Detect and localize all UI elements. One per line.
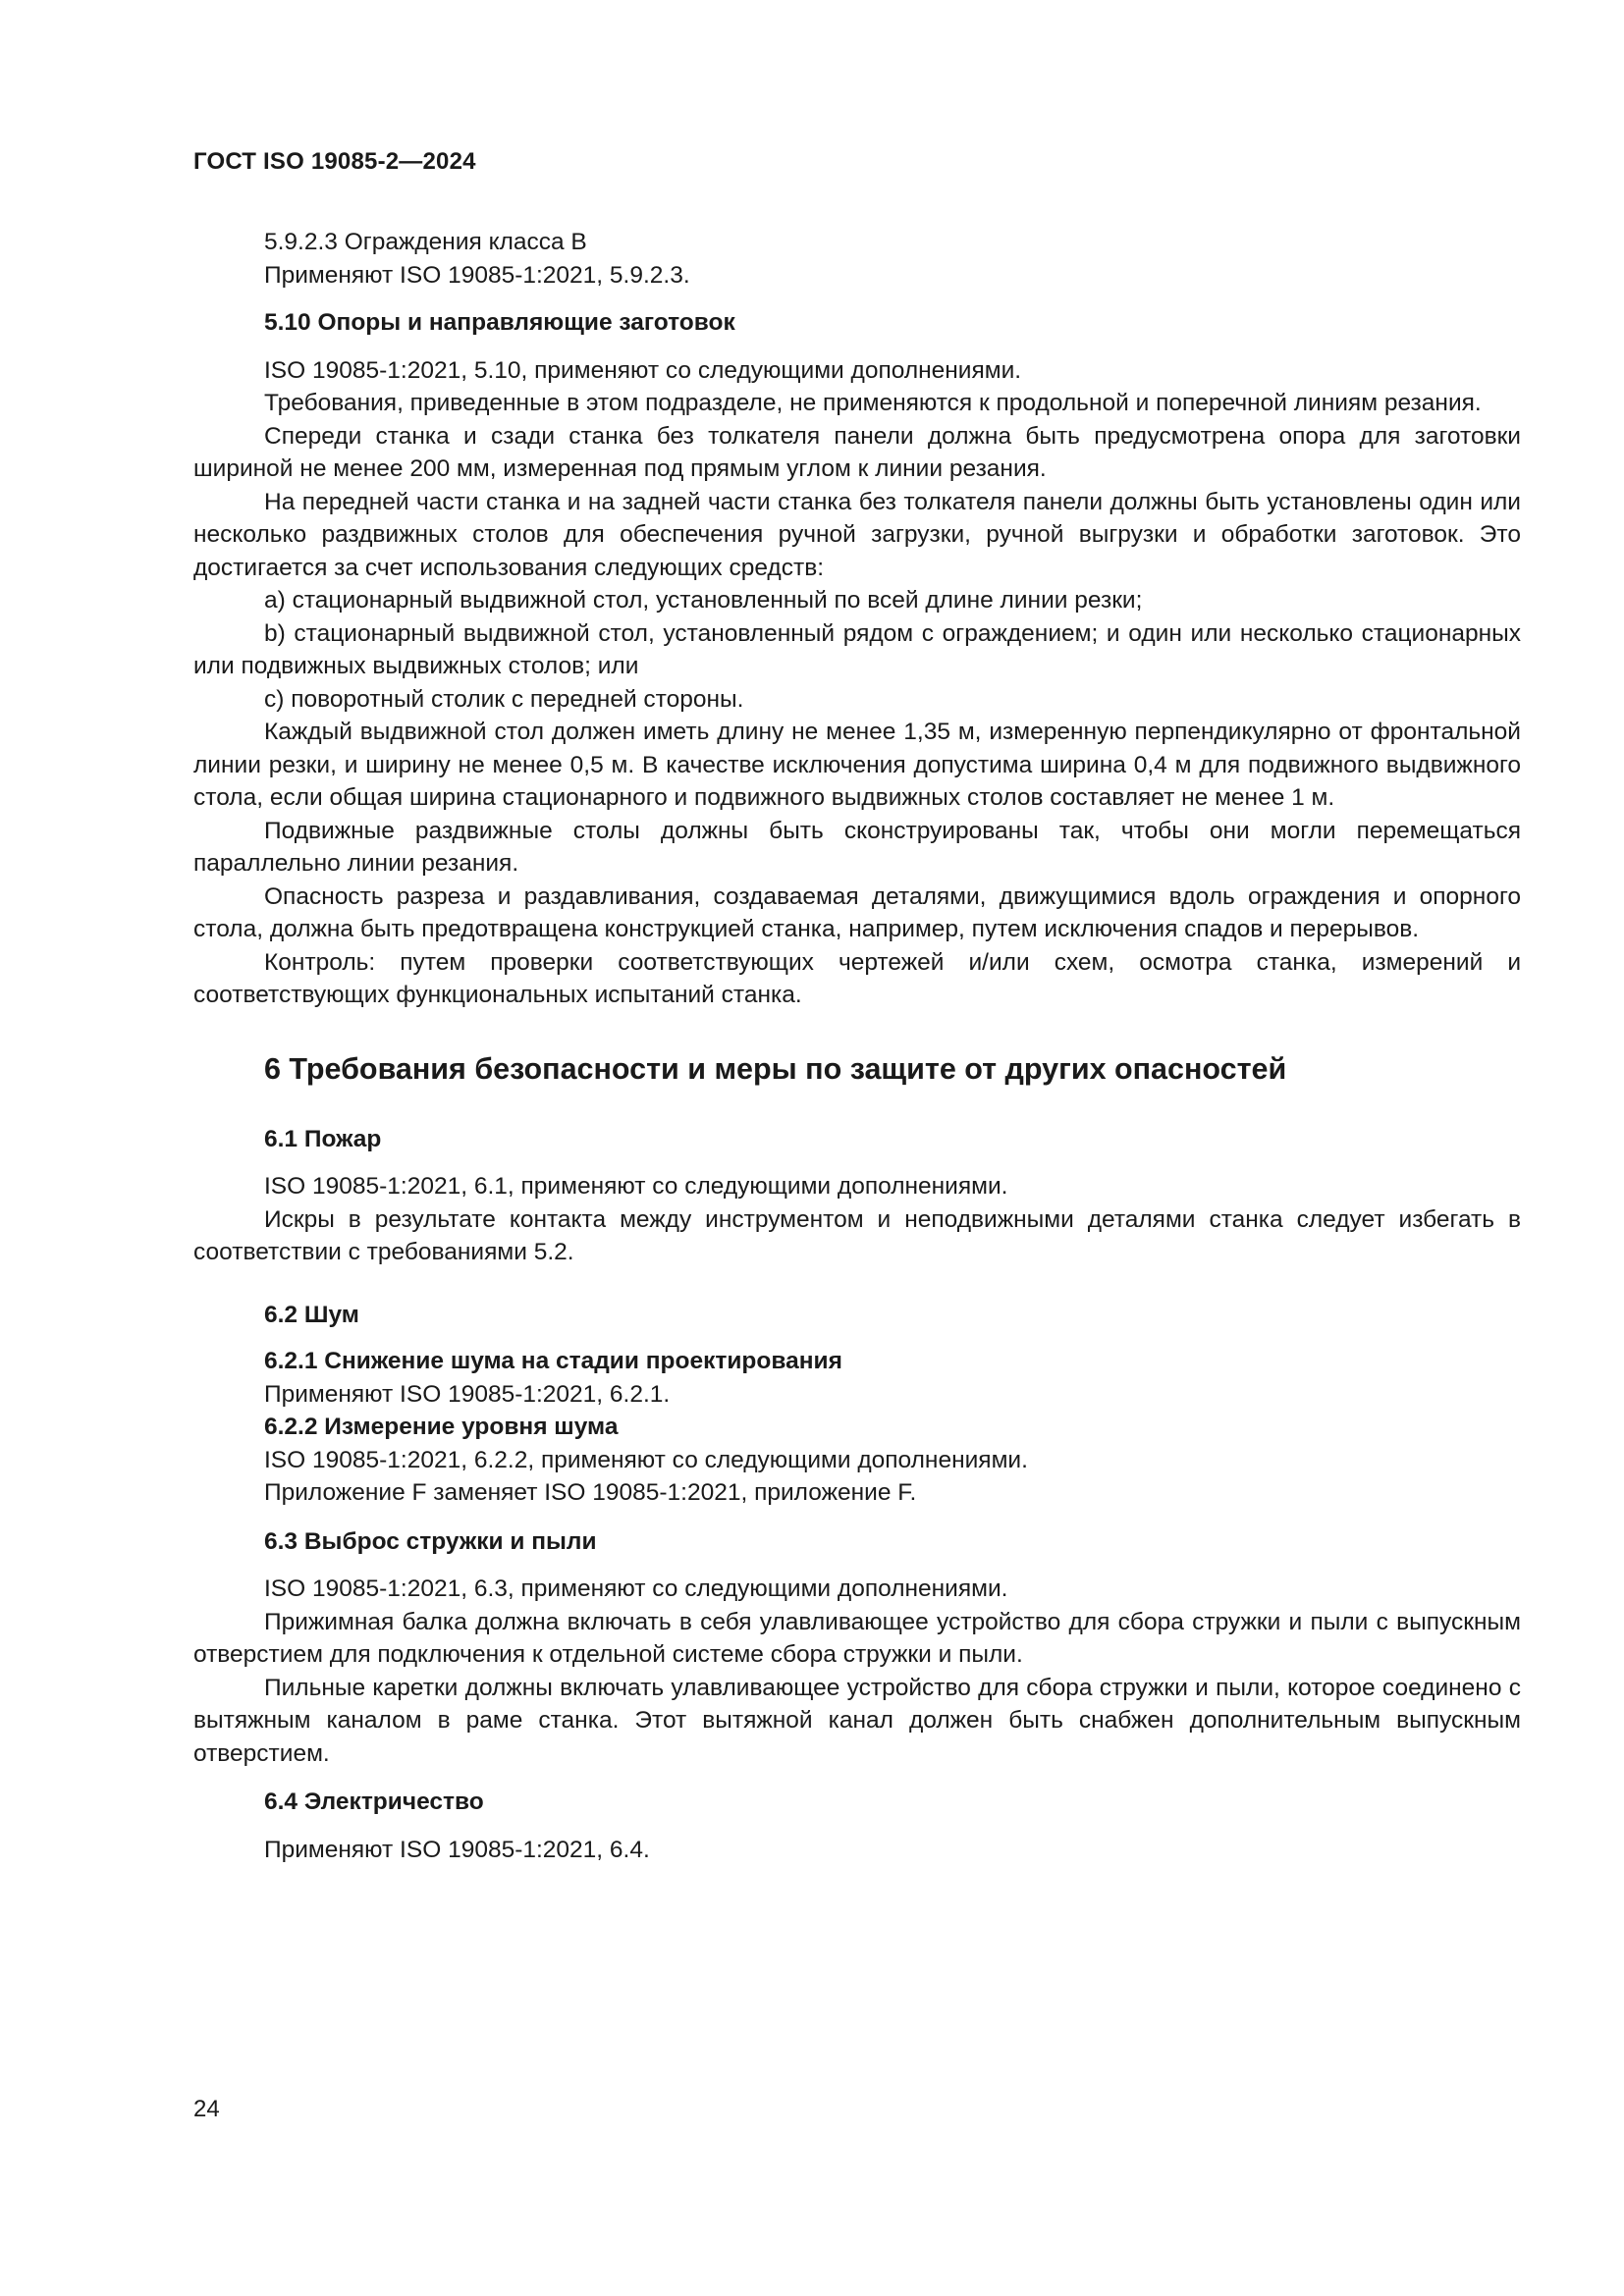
section-heading: 6.2.2 Измерение уровня шума (264, 1414, 619, 1440)
paragraph: a) стационарный выдвижной стол, установленный по всей длине линии резки; (264, 587, 1143, 614)
paragraph: Применяют ISO 19085-1:2021, 6.2.1. (264, 1380, 671, 1408)
paragraph: Применяют ISO 19085-1:2021, 5.9.2.3. (264, 261, 690, 289)
paragraph: b) стационарный выдвижной стол, установленный рядом с ограждением; и один или несколько стационарных или подвижных выдвижных столов; или (193, 619, 1521, 679)
paragraph: ISO 19085-1:2021, 5.10, применяют со следующими дополнениями. (264, 356, 1022, 384)
document-header: ГОСТ ISO 19085-2—2024 (193, 148, 476, 175)
section-heading: 6.2 Шум (264, 1301, 359, 1328)
paragraph: Требования, приведенные в этом подразделе, не применяются к продольной и поперечной линиям резания. (264, 390, 1482, 416)
paragraph: Каждый выдвижной стол должен иметь длину не менее 1,35 м, измеренную перпендикулярно от фронтальной линии резки, и ширину не менее 0,5 м. В качестве исключения допустима ширина 0,4 м для подвижного выдвижного стола, если общая ширина стационарного и подвижного выдвижных столов составляет не менее 1 м. (193, 719, 1521, 811)
paragraph: ISO 19085-1:2021, 6.2.2, применяют со следующими дополнениями. (264, 1446, 1028, 1473)
section-heading: 5.10 Опоры и направляющие заготовок (264, 309, 735, 336)
paragraph: На передней части станка и на задней части станка без толкателя панели должны быть установлены один или несколько раздвижных столов для обеспечения ручной загрузки, ручной выгрузки и обработки заготовок. Это достигается за счет использования следующих средств: (193, 488, 1521, 581)
paragraph: Прижимная балка должна включать в себя улавливающее устройство для сбора стружки и пыли с выпускным отверстием для подключения к отдельной системе сбора стружки и пыли. (193, 1608, 1521, 1668)
page-number: 24 (193, 2096, 220, 2122)
paragraph: Искры в результате контакта между инструментом и неподвижными деталями станка следует избегать в соответствии с требованиями 5.2. (193, 1205, 1521, 1265)
paragraph: Приложение F заменяет ISO 19085-1:2021, приложение F. (264, 1479, 917, 1506)
paragraph: Спереди станка и сзади станка без толкателя панели должна быть предусмотрена опора для заготовки шириной не менее 200 мм, измеренная под прямым углом к линии резания. (193, 422, 1521, 482)
paragraph: Пильные каретки должны включать улавливающее устройство для сбора стружки и пыли, которое соединено с вытяжным каналом в раме станка. Этот вытяжной канал должен быть снабжен дополнительным выпускным отверстием. (193, 1674, 1521, 1767)
paragraph: c) поворотный столик с передней стороны. (264, 685, 744, 713)
paragraph: ISO 19085-1:2021, 6.3, применяют со следующими дополнениями. (264, 1575, 1008, 1602)
paragraph: Применяют ISO 19085-1:2021, 6.4. (264, 1836, 650, 1863)
section-heading: 6.2.1 Снижение шума на стадии проектирования (264, 1348, 842, 1374)
section-heading: 6.3 Выброс стружки и пыли (264, 1527, 597, 1555)
paragraph: Опасность разреза и раздавливания, создаваемая деталями, движущимися вдоль ограждения и опорного стола, должна быть предотвращена конструкцией станка, например, путем исключения спадов и перерывов. (193, 882, 1521, 942)
paragraph: Контроль: путем проверки соответствующих чертежей и/или схем, осмотра станка, измерений и соответствующих функциональных испытаний станка. (193, 948, 1521, 1008)
document-body (193, 226, 1521, 1866)
section-heading: 6.4 Электричество (264, 1789, 484, 1815)
paragraph: 5.9.2.3 Ограждения класса B (264, 229, 587, 255)
paragraph: ISO 19085-1:2021, 6.1, применяют со следующими дополнениями. (264, 1173, 1008, 1200)
section-heading: 6.1 Пожар (264, 1125, 382, 1152)
chapter-heading: 6 Требования безопасности и меры по защите от других опасностей (264, 1051, 1287, 1086)
paragraph: Подвижные раздвижные столы должны быть сконструированы так, чтобы они могли перемещаться параллельно линии резания. (193, 817, 1521, 877)
